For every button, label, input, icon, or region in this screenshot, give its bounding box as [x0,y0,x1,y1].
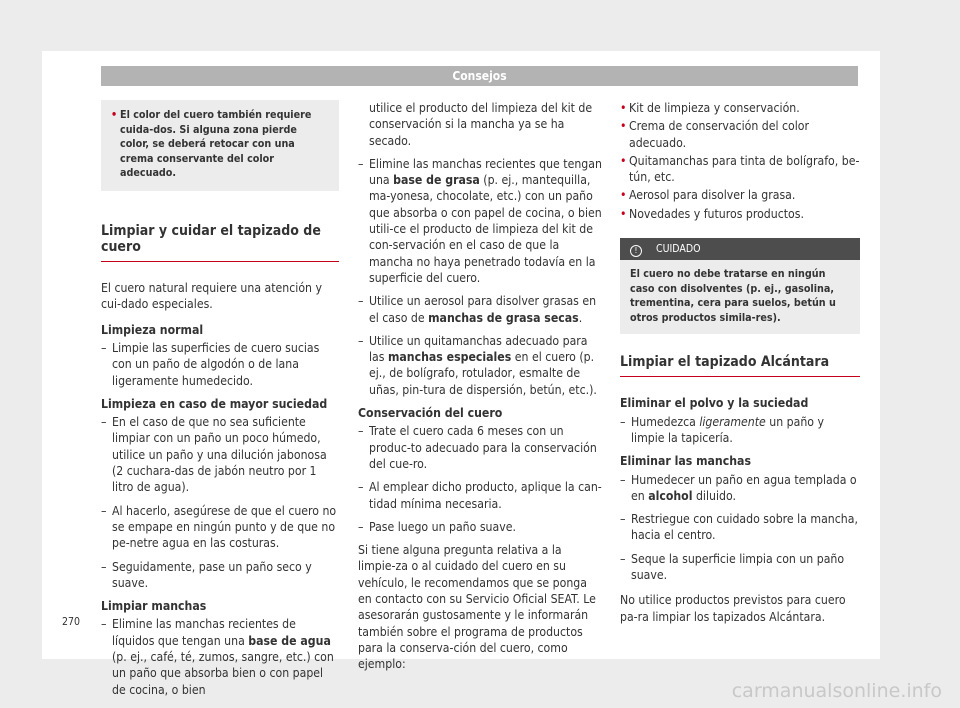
list-item: – Seguidamente, pase un paño seco y suave. [101,559,339,592]
list-item: • Quitamanchas para tinta de bolígrafo, be-tún, etc. [620,153,860,186]
section-header: Consejos [101,66,858,86]
list-item [358,333,602,398]
warning-icon: ! [630,245,642,257]
info-note [101,100,339,191]
text: . [578,310,583,325]
caution-text: El cuero no debe tratarse en ningún caso con disolventes (p. ej., gasolina, trementina, cera para suelos, betún u otros productos simila-res). [620,260,860,334]
intro-text: El cuero natural requiere una atención y cui-dado especiales. [101,281,322,312]
list-item: – Al hacerlo, asegúrese de que el cuero no se empape en ningún punto y de que no pe-netre agua en las costuras. [101,503,339,552]
subheading-stains: Limpiar manchas [101,599,207,614]
subheading-heavy-dirt: Limpieza en caso de mayor suciedad [101,396,328,411]
watermark: carmanualsonline.info [731,680,942,702]
continued-text: utilice el producto del limpieza del kit de conservación si la mancha ya se ha secado. [369,101,593,148]
page-number: 270 [62,616,81,628]
list-item: – Trate el cuero cada 6 meses con un produc-to adecuado para la conservación del cue-ro. [358,423,602,472]
heading-leather: Limpiar y cuidar el tapizado de cuero [101,223,339,263]
list-item: – En el caso de que no sea suficiente limpiar con un paño un poco húmedo, utilice un paño y una dilución jabonosa (2 cuchara-das de jabón neutro por 1 litro de agua). [101,414,339,495]
text: Elimine las manchas recientes de líquidos que tengan una [112,617,296,648]
warning-paragraph: No utilice productos previstos para cuero pa-ra limpiar los tapizados Alcántara. [620,593,846,624]
list-item [358,293,602,326]
contact-paragraph: Si tiene alguna pregunta relativa a la limpie-za o al cuidado del cuero en su vehículo, le recomendamos que se ponga en contacto con su Servicio Oficial SEAT. Le asesorarán gustosamente y le informarán también sobre el programa de productos para la conserva-ción del cuero, como ejemplo: [358,543,596,672]
bold-text: manchas especiales [387,350,512,365]
column-1 [101,100,339,705]
bold-text: manchas de grasa secas [428,310,579,325]
text: (p. ej., café, té, zumos, sangre, etc.) con un paño que absorba bien o con papel de cocina, o bien [112,650,334,697]
text: Humedezca [631,414,700,429]
bold-text: base de agua [248,633,331,648]
heading-alcantara: Limpiar el tapizado Alcántara [620,354,860,377]
list-item: – Limpie las superficies de cuero sucias con un paño de algodón o de lana ligeramente humedecido. [101,340,339,389]
list-item: – Seque la superficie limpia con un paño suave. [620,551,860,584]
text: Utilice un aerosol para disolver grasas en el caso de [369,294,597,325]
column-2 [358,100,602,682]
text: (p. ej., mantequilla, ma-yonesa, chocolate, etc.) con un paño que absorba o con papel de cocina, o bien utili-ce el producto de limpieza del kit de con-servación en el caso de que la mancha no haya penetrado todavía en la superficie del cuero. [369,173,602,285]
list-item: • Aerosol para disolver la grasa. [620,187,860,203]
text: Elimine las manchas recientes que tengan una [369,156,602,188]
bold-text: alcohol [648,488,693,503]
list-item: • Novedades y futuros productos. [620,206,860,222]
caution-title: CUIDADO [656,243,701,256]
subheading-dust: Eliminar el polvo y la suciedad [620,396,809,411]
list-item [101,616,339,697]
list-item: – Pase luego un paño suave. [358,519,602,535]
subheading-normal: Limpieza normal [101,322,204,337]
note-text: • El color del cuero también requiere cuida-dos. Si alguna zona pierde color, se deberá retocar con una crema conservante del color adecuado. [111,108,329,181]
text: en el cuero (p. ej., de bolígrafo, rotulador, esmalte de uñas, pin-tura de dispersión, betún, etc.). [369,350,597,397]
italic-text: ligeramente [699,414,766,429]
caution-box [620,238,860,334]
text: Utilice un quitamanchas adecuado para las [369,333,588,365]
text: Humedecer un paño en agua templada o en [631,472,857,503]
list-item: • Kit de limpieza y conservación. [620,100,860,116]
caution-header [620,238,860,260]
list-item [358,156,602,286]
list-item: – Al emplear dicho producto, aplique la can-tidad mínima necesaria. [358,479,602,512]
list-item [620,414,860,447]
list-item: • Crema de conservación del color adecuado. [620,118,860,151]
text: un paño y limpie la tapicería. [631,414,824,445]
list-item: – Restriegue con cuidado sobre la mancha, hacia el centro. [620,511,860,544]
bold-text: base de grasa [393,173,480,188]
subheading-care: Conservación del cuero [358,406,503,421]
list-item [620,472,860,505]
column-3 [620,100,860,634]
subheading-stains-alcantara: Eliminar las manchas [620,454,751,469]
text: diluido. [692,488,736,503]
